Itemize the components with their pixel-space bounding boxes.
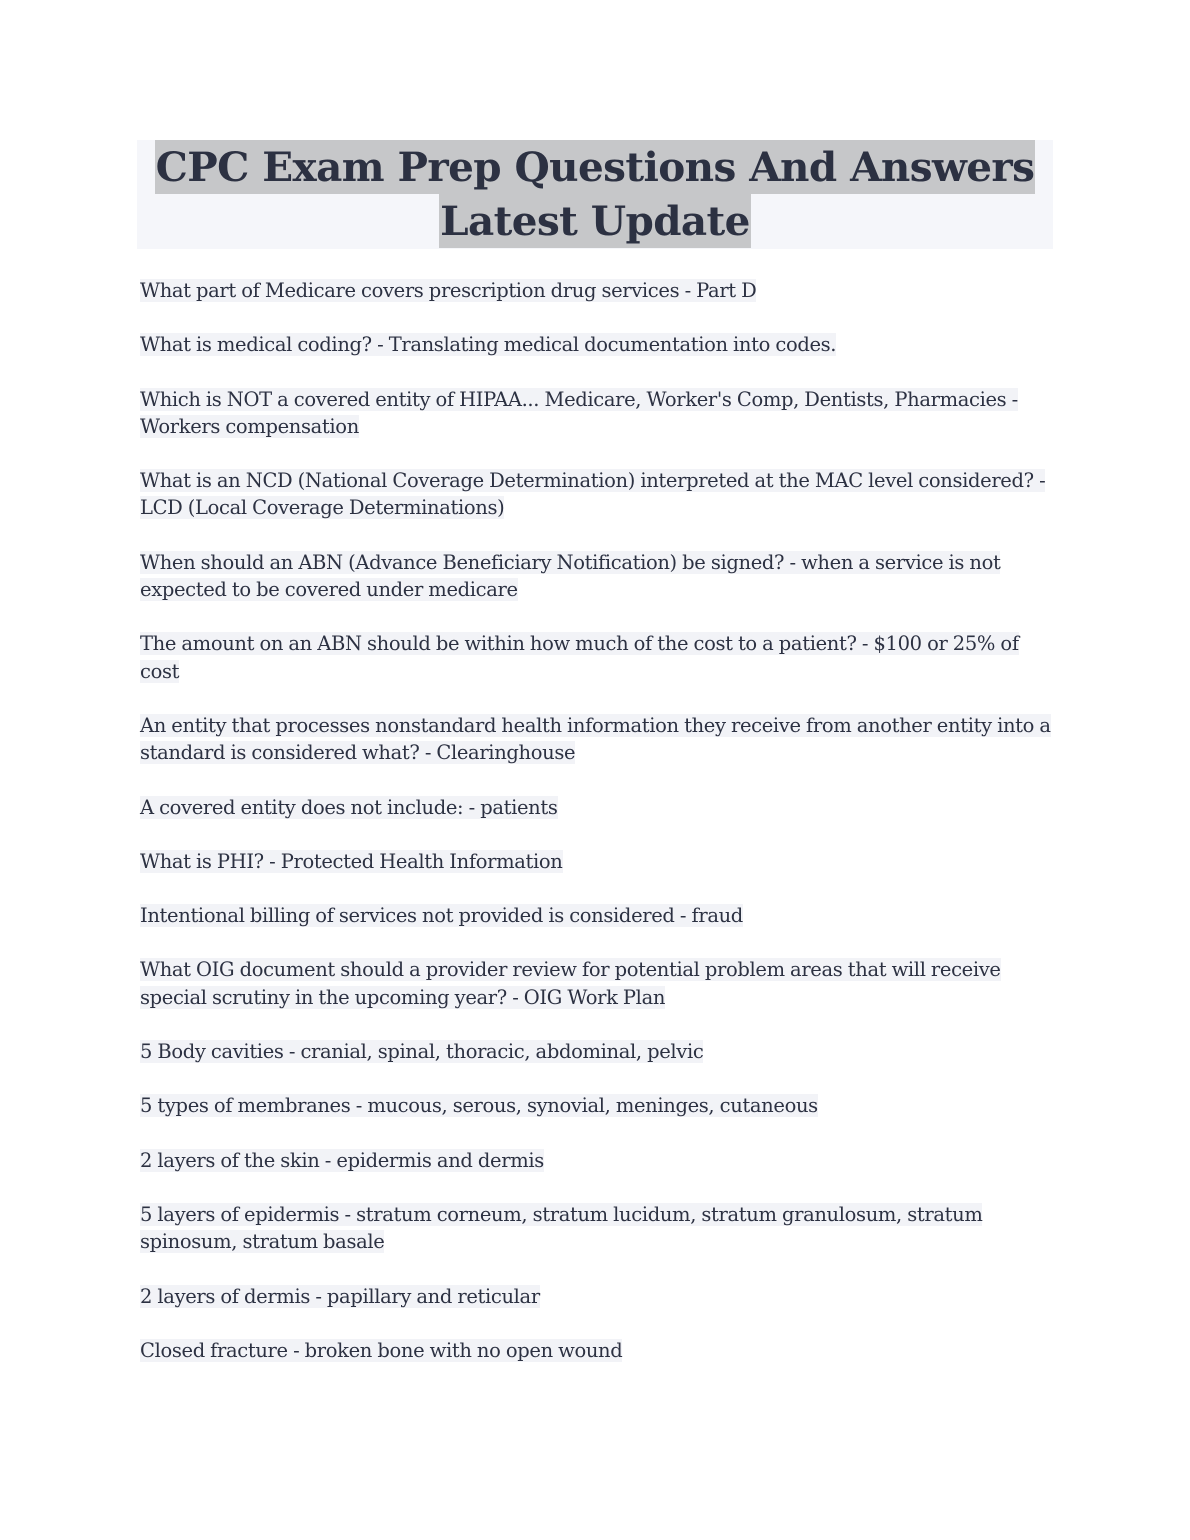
qa-item bbox=[140, 1283, 1052, 1310]
qa-item bbox=[140, 1337, 1052, 1364]
qa-item bbox=[140, 902, 1052, 929]
qa-item bbox=[140, 386, 1052, 441]
page-title-line-1: CPC Exam Prep Questions And Answers bbox=[155, 140, 1036, 194]
qa-item bbox=[140, 467, 1052, 522]
qa-list bbox=[140, 277, 1052, 1391]
qa-text: What is an NCD (National Coverage Determination) interpreted at the MAC level considered? - LCD (Local Coverage Determinations) bbox=[140, 469, 1046, 520]
qa-item bbox=[140, 1092, 1052, 1119]
qa-text: 5 layers of epidermis - stratum corneum, stratum lucidum, stratum granulosum, stratum spinosum, stratum basale bbox=[140, 1202, 983, 1254]
qa-text: 5 types of membranes - mucous, serous, synovial, meninges, cutaneous bbox=[140, 1094, 818, 1118]
qa-item bbox=[140, 794, 1052, 821]
qa-text: A covered entity does not include: - patients bbox=[140, 795, 558, 819]
qa-text: What is medical coding? - Translating medical documentation into codes. bbox=[140, 333, 837, 357]
title-block bbox=[137, 140, 1053, 249]
qa-text: The amount on an ABN should be within how much of the cost to a patient? - $100 or 25% of cost bbox=[140, 632, 1019, 683]
qa-text: 2 layers of the skin - epidermis and dermis bbox=[140, 1148, 544, 1172]
qa-text: What is PHI? - Protected Health Information bbox=[140, 849, 563, 873]
qa-text: Which is NOT a covered entity of HIPAA... Medicare, Worker's Comp, Dentists, Pharmacies - Workers compensation bbox=[140, 387, 1018, 438]
qa-item bbox=[140, 848, 1052, 875]
qa-item bbox=[140, 549, 1052, 604]
page-title-line-2: Latest Update bbox=[439, 194, 751, 248]
qa-text: What OIG document should a provider review for potential problem areas that will receive special scrutiny in the upcoming year? - OIG Work Plan bbox=[140, 958, 1001, 1009]
qa-text: 2 layers of dermis - papillary and reticular bbox=[140, 1284, 540, 1308]
qa-text: Closed fracture - broken bone with no open wound bbox=[140, 1338, 623, 1362]
qa-item bbox=[140, 712, 1052, 767]
qa-text: An entity that processes nonstandard health information they receive from another entity into a standard is considered what? - Clearinghouse bbox=[140, 713, 1051, 765]
qa-item bbox=[140, 1147, 1052, 1174]
qa-item bbox=[140, 630, 1052, 685]
qa-text: Intentional billing of services not provided is considered - fraud bbox=[140, 904, 743, 928]
qa-item bbox=[140, 956, 1052, 1011]
qa-item bbox=[140, 331, 1052, 358]
qa-item bbox=[140, 1038, 1052, 1065]
qa-text: 5 Body cavities - cranial, spinal, thoracic, abdominal, pelvic bbox=[140, 1040, 704, 1064]
qa-text: When should an ABN (Advance Beneficiary Notification) be signed? - when a service is not expected to be covered under medicare bbox=[140, 550, 1001, 602]
qa-item bbox=[140, 277, 1052, 304]
qa-item bbox=[140, 1201, 1052, 1256]
qa-text: What part of Medicare covers prescription drug services - Part D bbox=[140, 279, 757, 302]
